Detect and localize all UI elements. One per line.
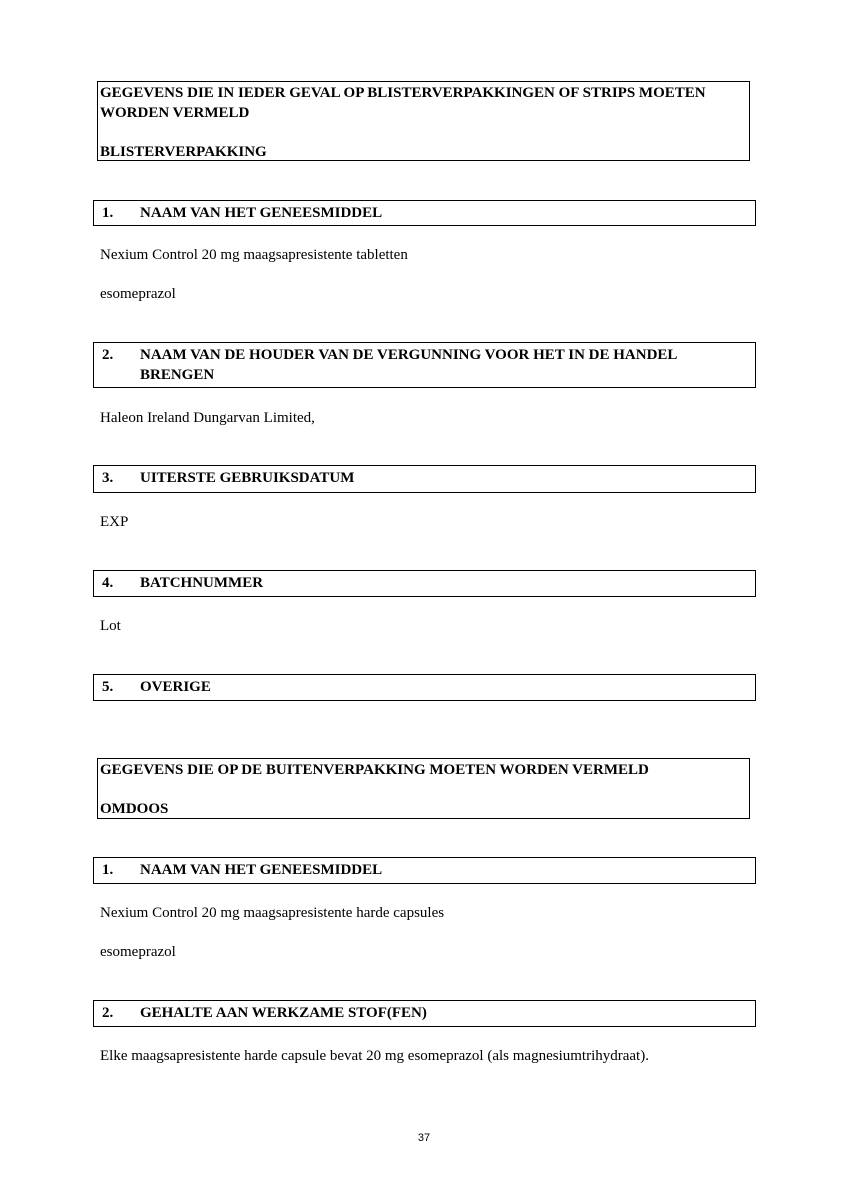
section-number: 5. <box>102 679 114 695</box>
outer-strength-text: Elke maagsapresistente harde capsule bevat 20 mg esomeprazol (als magnesiumtrihydraat). <box>100 1048 649 1064</box>
outer-product-name: Nexium Control 20 mg maagsapresistente harde capsules <box>100 905 445 921</box>
section-number: 4. <box>102 575 114 591</box>
blister-expiry: EXP <box>100 514 129 530</box>
section-title: OVERIGE <box>140 679 211 695</box>
blister-marketing-holder: Haleon Ireland Dungarvan Limited, <box>100 410 315 426</box>
blister-section-3-heading <box>93 465 756 493</box>
blister-header-title: GEGEVENS DIE IN IEDER GEVAL OP BLISTERVERPAKKINGEN OF STRIPS MOETEN WORDEN VERMELD <box>100 85 706 121</box>
outer-active-substance: esomeprazol <box>100 944 176 960</box>
section-title: UITERSTE GEBRUIKSDATUM <box>140 470 355 486</box>
blister-section-2-heading <box>93 342 756 388</box>
page-number: 37 <box>417 1132 431 1144</box>
blister-product-name: Nexium Control 20 mg maagsapresistente tabletten <box>100 247 408 263</box>
blister-header-box <box>97 81 750 161</box>
section-title: NAAM VAN DE HOUDER VAN DE VERGUNNING VOOR HET IN DE HANDEL BRENGEN <box>140 347 677 383</box>
section-title: GEHALTE AAN WERKZAME STOF(FEN) <box>140 1005 427 1021</box>
section-number: 1. <box>102 862 114 878</box>
section-number: 2. <box>102 1005 114 1021</box>
section-title: NAAM VAN HET GENEESMIDDEL <box>140 205 383 221</box>
blister-header-subtitle: BLISTERVERPAKKING <box>100 144 267 160</box>
outer-header-title: GEGEVENS DIE OP DE BUITENVERPAKKING MOETEN WORDEN VERMELD <box>100 762 649 778</box>
outer-section-2-heading <box>93 1000 756 1027</box>
outer-section-1-heading <box>93 857 756 884</box>
blister-section-4-heading <box>93 570 756 597</box>
outer-header-subtitle: OMDOOS <box>100 801 169 817</box>
section-number: 2. <box>102 347 114 363</box>
blister-lot: Lot <box>100 618 121 634</box>
blister-active-substance: esomeprazol <box>100 286 176 302</box>
section-title: NAAM VAN HET GENEESMIDDEL <box>140 862 383 878</box>
section-number: 3. <box>102 470 114 486</box>
section-number: 1. <box>102 205 114 221</box>
blister-section-5-heading <box>93 674 756 701</box>
blister-section-1-heading <box>93 200 756 226</box>
outer-header-box <box>97 758 750 819</box>
section-title: BATCHNUMMER <box>140 575 264 591</box>
